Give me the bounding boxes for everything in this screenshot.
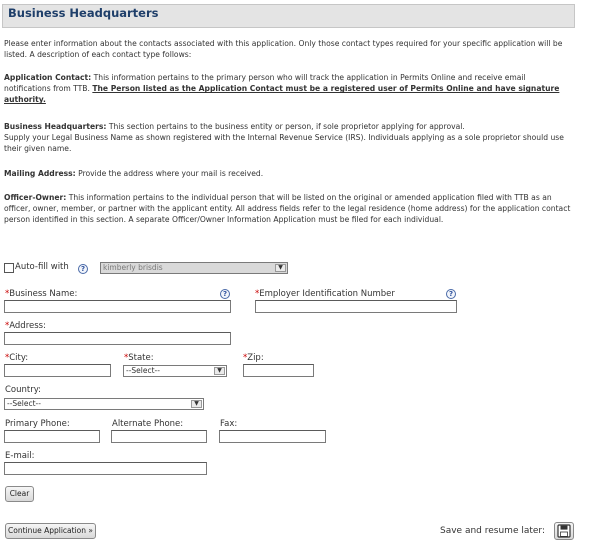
required-marker: * — [5, 289, 10, 299]
business-headquarters-text-2: Supply your Legal Business Name as shown registered with the Internal Revenue Service (IRS). Individuals applying as a sole proprietor should use their given name. — [4, 133, 564, 154]
required-marker: * — [255, 289, 260, 299]
state-label — [124, 353, 154, 363]
floppy-disk-icon — [555, 523, 573, 539]
autofill-select-value: kimberly brisdis — [103, 263, 163, 272]
email-input[interactable] — [4, 462, 207, 475]
required-marker: * — [5, 353, 10, 363]
fax-input[interactable] — [219, 430, 326, 443]
save-resume-label: Save and resume later: — [440, 526, 545, 536]
address-input[interactable] — [4, 332, 231, 345]
mailing-address-heading: Mailing Address: — [4, 169, 76, 178]
officer-owner-description — [4, 192, 572, 226]
business-headquarters-heading: Business Headquarters: — [4, 122, 107, 131]
application-contact-heading: Application Contact: — [4, 73, 92, 82]
officer-owner-text: This information pertains to the individual person that will be listed on the original or amended application filed with TTB as an officer, owner, member, or partner with the applicant entity. All address fields refer to the legal residence (home address) for the application contact person identified in this section. A separate Officer/Owner Information Application must be filed for each individual. — [4, 193, 571, 225]
business-name-label-text: Business Name: — [9, 289, 78, 299]
zip-input[interactable] — [243, 364, 314, 377]
chevron-down-icon: ▼ — [191, 400, 202, 408]
autofill-label: Auto-fill with — [15, 262, 69, 272]
intro-text: Please enter information about the contacts associated with this application. Only those contact types required for your specific application will be listed. A description of each contact type follows: — [4, 39, 563, 60]
required-marker: * — [5, 321, 10, 331]
address-label-text: Address: — [9, 321, 46, 331]
business-name-input[interactable] — [4, 300, 231, 313]
required-marker: * — [124, 353, 129, 363]
country-select-value: --Select-- — [7, 399, 41, 408]
primary-phone-label: Primary Phone: — [5, 419, 70, 429]
address-label — [5, 321, 46, 331]
chevron-down-icon: ▼ — [214, 367, 225, 375]
alternate-phone-input[interactable] — [111, 430, 207, 443]
country-label: Country: — [5, 385, 42, 395]
city-input[interactable] — [4, 364, 111, 377]
clear-button[interactable]: Clear — [5, 486, 34, 502]
primary-phone-input[interactable] — [4, 430, 100, 443]
fax-label: Fax: — [220, 419, 238, 429]
officer-owner-heading: Officer-Owner: — [4, 193, 67, 202]
help-icon[interactable]: ? — [78, 264, 88, 274]
save-resume-button[interactable] — [554, 522, 574, 540]
application-contact-text: This information pertains to the primary person who will track the application in Permits Online and receive email notifications from TTB. — [4, 73, 526, 94]
business-headquarters-text: This section pertains to the business entity or person, if sole proprietor applying for approval. — [106, 122, 465, 131]
ein-label-text: Employer Identification Number — [259, 289, 395, 299]
email-label: E-mail: — [5, 451, 35, 461]
city-label-text: City: — [9, 353, 29, 363]
city-label — [5, 353, 28, 363]
state-select[interactable] — [123, 365, 227, 377]
autofill-select[interactable] — [100, 262, 288, 274]
help-icon[interactable]: ? — [446, 289, 456, 299]
application-contact-emphasis: The Person listed as the Application Contact must be a registered user of Permits Online and have signature authority. — [4, 84, 560, 105]
state-label-text: State: — [128, 353, 154, 363]
ein-input[interactable] — [255, 300, 457, 313]
application-contact-description — [4, 72, 572, 106]
alternate-phone-label: Alternate Phone: — [112, 419, 184, 429]
chevron-down-icon: ▼ — [275, 264, 286, 272]
zip-label — [243, 353, 264, 363]
help-icon[interactable]: ? — [220, 289, 230, 299]
autofill-checkbox[interactable] — [4, 263, 14, 273]
mailing-address-text: Provide the address where your mail is received. — [75, 169, 264, 178]
state-select-value: --Select-- — [126, 366, 160, 375]
business-headquarters-description — [4, 121, 572, 155]
required-marker: * — [243, 353, 248, 363]
continue-application-button[interactable]: Continue Application » — [5, 523, 96, 539]
business-name-label — [5, 289, 77, 299]
zip-label-text: Zip: — [247, 353, 264, 363]
mailing-address-description — [4, 168, 572, 179]
ein-label — [255, 289, 395, 299]
country-select[interactable] — [4, 398, 204, 410]
page-title: Business Headquarters — [8, 6, 159, 20]
